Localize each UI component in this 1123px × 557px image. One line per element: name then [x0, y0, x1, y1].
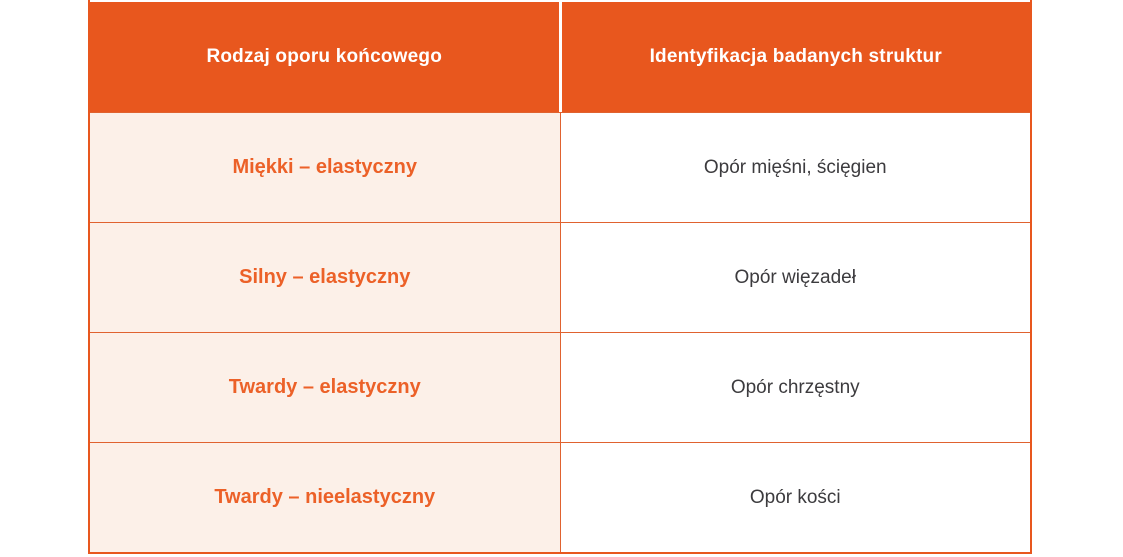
cell-resistance-type: Miękki – elastyczny: [90, 113, 561, 222]
end-feel-table: [88, 0, 1032, 554]
table-row: [90, 222, 1030, 332]
cell-structures: Opór mięśni, ścięgien: [561, 113, 1031, 222]
cell-structures: Opór kości: [561, 443, 1031, 552]
header-cell-structure-identification: Identyfikacja badanych struktur: [562, 2, 1031, 112]
cell-resistance-type: Twardy – elastyczny: [90, 333, 561, 442]
cell-resistance-type: Silny – elastyczny: [90, 223, 561, 332]
header-cell-end-feel-type: Rodzaj oporu końcowego: [90, 2, 559, 112]
cell-structures: Opór więzadeł: [561, 223, 1031, 332]
table-row: [90, 112, 1030, 222]
table-row: [90, 332, 1030, 442]
cell-structures: Opór chrzęstny: [561, 333, 1031, 442]
table-row: [90, 442, 1030, 552]
cell-resistance-type: Twardy – nieelastyczny: [90, 443, 561, 552]
table-header-row: [90, 0, 1030, 112]
